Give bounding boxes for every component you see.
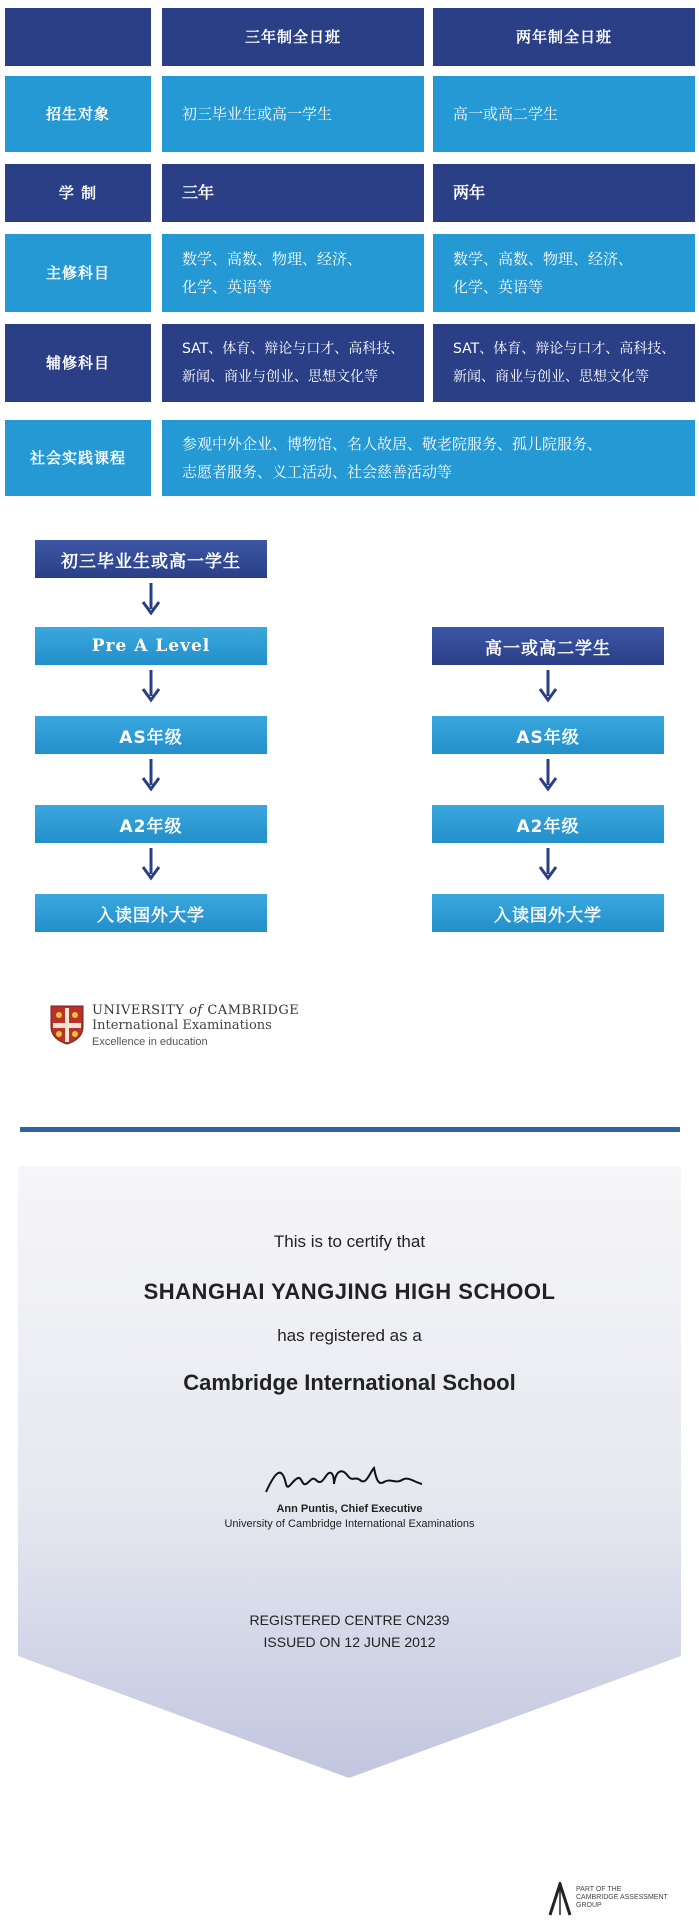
table-corner: [5, 8, 151, 66]
flow-left-pre-a-level: Pre A Level: [35, 627, 267, 665]
arrow-down-icon: [538, 848, 558, 882]
row-label-major: 主修科目: [5, 234, 151, 312]
major-three-year-line1: 数学、高数、物理、经济、: [182, 250, 363, 268]
cambridge-assessment-logo: [548, 1882, 688, 1918]
logo-tagline: Excellence in education: [92, 1036, 208, 1048]
enrollment-two-year: 高一或高二学生: [433, 76, 695, 152]
major-two-year-line1: 数学、高数、物理、经济、: [453, 250, 634, 268]
arrow-down-icon: [538, 759, 558, 793]
row-label-duration: 学 制: [5, 164, 151, 222]
signature-icon: [262, 1462, 432, 1498]
major-three-year: [162, 234, 424, 312]
cert-intro: This is to certify that: [273, 1232, 426, 1251]
assessment-line2: CAMBRIDGE ASSESSMENT: [576, 1894, 668, 1901]
arrow-down-icon: [141, 583, 161, 617]
minor-three-year-line2: 新闻、商业与创业、思想文化等: [182, 369, 378, 385]
cambridge-crest-icon: [50, 1005, 84, 1045]
flow-left-start: 初三毕业生或高一学生: [35, 540, 267, 578]
cert-registered-centre: REGISTERED CENTRE CN239: [249, 1612, 450, 1628]
practice-line1: 参观中外企业、博物馆、名人故居、敬老院服务、孤儿院服务、: [182, 435, 603, 453]
flow-left-a2: A2年级: [35, 805, 267, 843]
arrow-down-icon: [141, 759, 161, 793]
cert-signer-org: University of Cambridge International Examinations: [224, 1518, 475, 1530]
cambridge-logo: [50, 1003, 310, 1059]
minor-two-year: [433, 324, 695, 402]
row-label-practice: 社会实践课程: [5, 420, 151, 496]
duration-two-year: 两年: [433, 164, 695, 222]
flow-right-a2: A2年级: [432, 805, 664, 843]
row-label-minor: 辅修科目: [5, 324, 151, 402]
flow-right-as: AS年级: [432, 716, 664, 754]
flow-right-university: 入读国外大学: [432, 894, 664, 932]
logo-university-cambridge: UNIVERSITY of CAMBRIDGE: [92, 1003, 300, 1018]
arrow-down-icon: [141, 670, 161, 704]
cert-status: Cambridge International School: [183, 1370, 516, 1395]
flow-right-start: 高一或高二学生: [432, 627, 664, 665]
minor-three-year: [162, 324, 424, 402]
header-three-year: 三年制全日班: [162, 8, 424, 66]
major-three-year-line2: 化学、英语等: [182, 278, 273, 296]
minor-three-year-line1: SAT、体育、辩论与口才、高科技、: [182, 341, 405, 357]
assessment-line1: PART OF THE: [576, 1886, 622, 1893]
arrow-down-icon: [141, 848, 161, 882]
cert-signer: Ann Puntis, Chief Executive: [276, 1503, 423, 1515]
flow-left-as: AS年级: [35, 716, 267, 754]
flow-left-university: 入读国外大学: [35, 894, 267, 932]
cert-issued-date: ISSUED ON 12 JUNE 2012: [263, 1634, 436, 1650]
enrollment-three-year: 初三毕业生或高一学生: [162, 76, 424, 152]
assessment-line3: GROUP: [576, 1902, 602, 1909]
major-two-year-line2: 化学、英语等: [453, 278, 544, 296]
header-two-year: 两年制全日班: [433, 8, 695, 66]
row-label-enrollment: 招生对象: [5, 76, 151, 152]
certificate-top-rule: [20, 1127, 680, 1132]
cert-middle: has registered as a: [277, 1326, 422, 1345]
duration-three-year: 三年: [162, 164, 424, 222]
major-two-year: [433, 234, 695, 312]
arrow-down-icon: [538, 670, 558, 704]
assessment-a-icon: [548, 1882, 572, 1916]
logo-international-examinations: International Examinations: [92, 1018, 272, 1033]
practice-content: [162, 420, 695, 496]
practice-line2: 志愿者服务、义工活动、社会慈善活动等: [182, 463, 453, 481]
minor-two-year-line1: SAT、体育、辩论与口才、高科技、: [453, 341, 676, 357]
cert-school-name: SHANGHAI YANGJING HIGH SCHOOL: [143, 1279, 556, 1304]
minor-two-year-line2: 新闻、商业与创业、思想文化等: [453, 369, 649, 385]
